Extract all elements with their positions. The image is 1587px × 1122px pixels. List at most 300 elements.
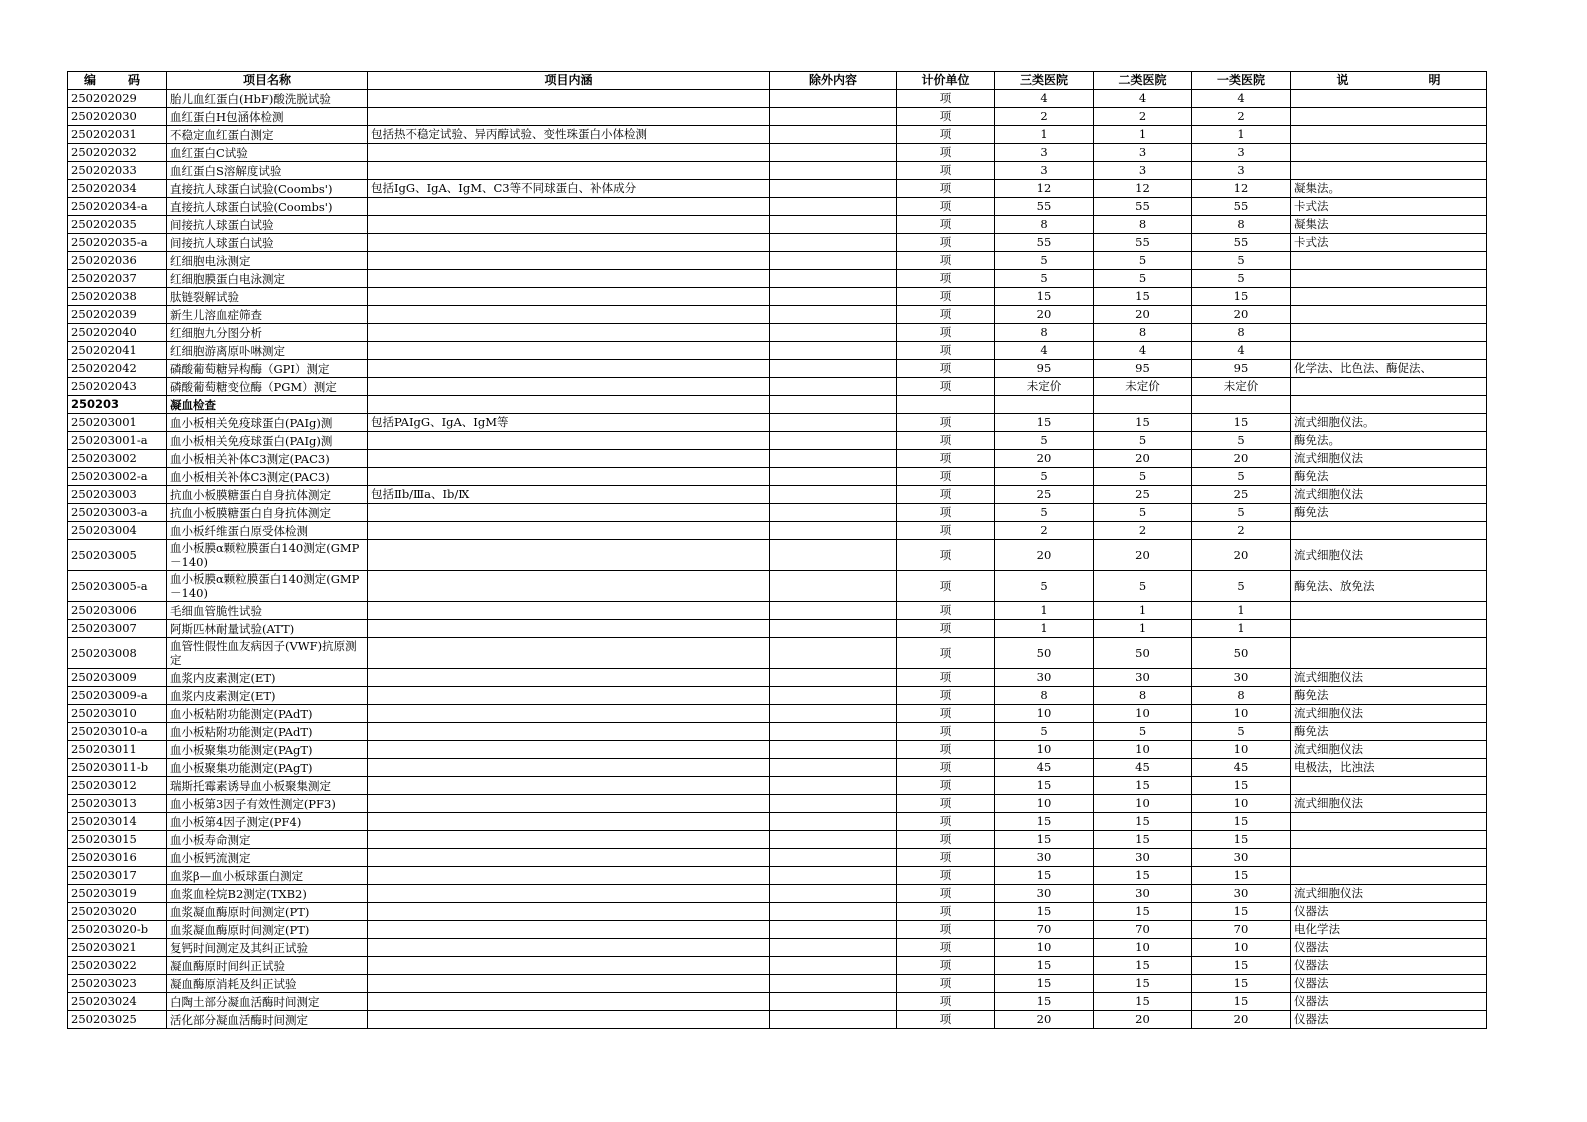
cell-note [1291, 306, 1487, 324]
table-row [68, 126, 1487, 144]
table-row [68, 620, 1487, 638]
cell-code: 250203005 [68, 540, 167, 571]
header-note [1291, 72, 1487, 90]
table-row [68, 777, 1487, 795]
cell-price-class1: 15 [1192, 993, 1291, 1011]
cell-unit: 项 [897, 270, 995, 288]
cell-note: 流式细胞仪法 [1291, 885, 1487, 903]
cell-content [368, 759, 770, 777]
cell-code: 250202042 [68, 360, 167, 378]
cell-price-class3: 5 [995, 468, 1094, 486]
cell-price-class1: 8 [1192, 324, 1291, 342]
cell-note: 酶免法 [1291, 468, 1487, 486]
cell-content [368, 867, 770, 885]
cell-price-class3: 30 [995, 669, 1094, 687]
cell-code: 250203022 [68, 957, 167, 975]
cell-note [1291, 144, 1487, 162]
cell-content [368, 306, 770, 324]
table-row [68, 144, 1487, 162]
cell-name: 白陶土部分凝血活酶时间测定 [167, 993, 368, 1011]
cell-price-class3: 未定价 [995, 378, 1094, 396]
cell-note [1291, 831, 1487, 849]
cell-unit: 项 [897, 450, 995, 468]
cell-price-class2: 20 [1094, 540, 1192, 571]
cell-unit: 项 [897, 342, 995, 360]
cell-price-class2: 30 [1094, 849, 1192, 867]
cell-price-class2: 5 [1094, 468, 1192, 486]
cell-content [368, 468, 770, 486]
cell-price-class2: 1 [1094, 620, 1192, 638]
cell-content [368, 450, 770, 468]
cell-unit: 项 [897, 867, 995, 885]
table-row [68, 504, 1487, 522]
cell-price-class2: 15 [1094, 288, 1192, 306]
cell-unit: 项 [897, 1011, 995, 1029]
cell-code: 250203012 [68, 777, 167, 795]
cell-price-class2: 20 [1094, 450, 1192, 468]
cell-unit: 项 [897, 504, 995, 522]
cell-note: 仪器法 [1291, 1011, 1487, 1029]
cell-content [368, 540, 770, 571]
cell-code: 250203006 [68, 602, 167, 620]
cell-content [368, 602, 770, 620]
cell-note: 酶免法 [1291, 504, 1487, 522]
cell-unit: 项 [897, 288, 995, 306]
cell-content [368, 903, 770, 921]
table-body [68, 90, 1487, 1029]
cell-exclude [770, 795, 897, 813]
cell-content [368, 504, 770, 522]
cell-price-class1: 未定价 [1192, 378, 1291, 396]
cell-price-class1: 25 [1192, 486, 1291, 504]
table-row [68, 108, 1487, 126]
table-row [68, 939, 1487, 957]
cell-content: 包括PAIgG、IgA、IgM等 [368, 414, 770, 432]
cell-code: 250203014 [68, 813, 167, 831]
cell-unit: 项 [897, 620, 995, 638]
cell-exclude [770, 723, 897, 741]
cell-code: 250202039 [68, 306, 167, 324]
cell-code: 250203010-a [68, 723, 167, 741]
cell-content [368, 687, 770, 705]
cell-content [368, 813, 770, 831]
cell-content [368, 571, 770, 602]
cell-name: 血小板第3因子有效性测定(PF3) [167, 795, 368, 813]
cell-price-class2: 20 [1094, 306, 1192, 324]
cell-unit: 项 [897, 795, 995, 813]
cell-note: 流式细胞仪法 [1291, 486, 1487, 504]
cell-unit: 项 [897, 759, 995, 777]
cell-unit: 项 [897, 468, 995, 486]
cell-unit: 项 [897, 921, 995, 939]
cell-name: 血小板膜α颗粒膜蛋白140测定(GMP－140) [167, 571, 368, 602]
cell-unit: 项 [897, 378, 995, 396]
cell-unit: 项 [897, 144, 995, 162]
cell-price-class1: 10 [1192, 705, 1291, 723]
table-row [68, 252, 1487, 270]
cell-unit [897, 396, 995, 414]
table-row [68, 903, 1487, 921]
cell-code: 250203019 [68, 885, 167, 903]
cell-name: 直接抗人球蛋白试验(Coombs') [167, 180, 368, 198]
cell-name: 凝血酶原时间纠正试验 [167, 957, 368, 975]
cell-note [1291, 324, 1487, 342]
cell-price-class1: 30 [1192, 885, 1291, 903]
cell-exclude [770, 975, 897, 993]
cell-note: 仪器法 [1291, 975, 1487, 993]
cell-note: 凝集法 [1291, 216, 1487, 234]
cell-code: 250202040 [68, 324, 167, 342]
cell-code: 250203020-b [68, 921, 167, 939]
cell-price-class2: 55 [1094, 198, 1192, 216]
cell-note: 电化学法 [1291, 921, 1487, 939]
cell-content [368, 162, 770, 180]
cell-price-class3: 45 [995, 759, 1094, 777]
cell-code: 250203002 [68, 450, 167, 468]
cell-content [368, 342, 770, 360]
header-class2: 二类医院 [1094, 72, 1192, 90]
cell-note [1291, 849, 1487, 867]
cell-code: 250203011 [68, 741, 167, 759]
cell-unit: 项 [897, 162, 995, 180]
header-note-b: 明 [1428, 73, 1441, 87]
cell-price-class3: 5 [995, 571, 1094, 602]
cell-code: 250203009 [68, 669, 167, 687]
table-row [68, 522, 1487, 540]
cell-content [368, 360, 770, 378]
cell-code: 250203015 [68, 831, 167, 849]
cell-price-class2: 10 [1094, 939, 1192, 957]
cell-code: 250202035-a [68, 234, 167, 252]
cell-price-class2: 8 [1094, 324, 1192, 342]
cell-exclude [770, 885, 897, 903]
cell-note [1291, 288, 1487, 306]
cell-name: 血小板聚集功能测定(PAgT) [167, 759, 368, 777]
cell-unit: 项 [897, 571, 995, 602]
cell-price-class2: 10 [1094, 705, 1192, 723]
cell-name: 间接抗人球蛋白试验 [167, 234, 368, 252]
cell-name: 血浆血栓烷B2测定(TXB2) [167, 885, 368, 903]
cell-content [368, 620, 770, 638]
header-content: 项目内涵 [368, 72, 770, 90]
cell-price-class2: 30 [1094, 885, 1192, 903]
cell-content [368, 885, 770, 903]
cell-name: 血浆凝血酶原时间测定(PT) [167, 903, 368, 921]
cell-note: 流式细胞仪法 [1291, 705, 1487, 723]
table-row [68, 602, 1487, 620]
table-row [68, 831, 1487, 849]
cell-price-class1: 5 [1192, 504, 1291, 522]
cell-price-class3: 12 [995, 180, 1094, 198]
cell-price-class1: 2 [1192, 108, 1291, 126]
cell-price-class1: 15 [1192, 867, 1291, 885]
cell-exclude [770, 993, 897, 1011]
cell-price-class3: 25 [995, 486, 1094, 504]
cell-note: 流式细胞仪法 [1291, 741, 1487, 759]
cell-price-class1 [1192, 396, 1291, 414]
cell-note: 仪器法 [1291, 993, 1487, 1011]
cell-unit: 项 [897, 602, 995, 620]
table-row [68, 669, 1487, 687]
cell-exclude [770, 414, 897, 432]
cell-price-class3: 20 [995, 306, 1094, 324]
cell-price-class1: 20 [1192, 540, 1291, 571]
cell-price-class3: 3 [995, 162, 1094, 180]
cell-note [1291, 270, 1487, 288]
cell-name: 血小板粘附功能测定(PAdT) [167, 705, 368, 723]
cell-code: 250202030 [68, 108, 167, 126]
cell-unit: 项 [897, 540, 995, 571]
cell-price-class2: 15 [1094, 993, 1192, 1011]
cell-price-class2: 70 [1094, 921, 1192, 939]
cell-exclude [770, 450, 897, 468]
cell-note [1291, 342, 1487, 360]
cell-name: 凝血检查 [167, 396, 368, 414]
cell-note: 流式细胞仪法 [1291, 669, 1487, 687]
cell-name: 阿斯匹林耐量试验(ATT) [167, 620, 368, 638]
cell-price-class1: 15 [1192, 813, 1291, 831]
cell-name: 血小板第4因子测定(PF4) [167, 813, 368, 831]
cell-content [368, 90, 770, 108]
cell-price-class2: 4 [1094, 342, 1192, 360]
cell-price-class2: 50 [1094, 638, 1192, 669]
table-row [68, 741, 1487, 759]
cell-price-class3: 5 [995, 252, 1094, 270]
cell-unit: 项 [897, 939, 995, 957]
cell-note: 凝集法。 [1291, 180, 1487, 198]
cell-price-class2: 20 [1094, 1011, 1192, 1029]
cell-price-class2: 15 [1094, 957, 1192, 975]
cell-name: 血红蛋白S溶解度试验 [167, 162, 368, 180]
cell-code: 250203009-a [68, 687, 167, 705]
cell-unit: 项 [897, 687, 995, 705]
cell-price-class1: 10 [1192, 939, 1291, 957]
cell-code: 250203005-a [68, 571, 167, 602]
table-row [68, 288, 1487, 306]
cell-name: 血红蛋白C试验 [167, 144, 368, 162]
cell-note: 流式细胞仪法 [1291, 450, 1487, 468]
cell-price-class1: 15 [1192, 957, 1291, 975]
cell-unit: 项 [897, 975, 995, 993]
table-row [68, 705, 1487, 723]
cell-name: 血浆内皮素测定(ET) [167, 669, 368, 687]
cell-name: 血浆β—血小板球蛋白测定 [167, 867, 368, 885]
cell-price-class1: 5 [1192, 252, 1291, 270]
cell-price-class1: 2 [1192, 522, 1291, 540]
cell-price-class2: 2 [1094, 522, 1192, 540]
cell-content [368, 216, 770, 234]
cell-price-class3: 95 [995, 360, 1094, 378]
cell-exclude [770, 108, 897, 126]
table-row [68, 468, 1487, 486]
cell-price-class3: 50 [995, 638, 1094, 669]
header-unit: 计价单位 [897, 72, 995, 90]
cell-price-class2: 5 [1094, 504, 1192, 522]
cell-price-class2: 15 [1094, 903, 1192, 921]
cell-price-class2: 3 [1094, 162, 1192, 180]
cell-code: 250202034 [68, 180, 167, 198]
cell-note [1291, 602, 1487, 620]
cell-code: 250202035 [68, 216, 167, 234]
cell-unit: 项 [897, 234, 995, 252]
cell-name: 血小板寿命测定 [167, 831, 368, 849]
cell-price-class1: 95 [1192, 360, 1291, 378]
cell-unit: 项 [897, 849, 995, 867]
cell-price-class2: 95 [1094, 360, 1192, 378]
cell-note [1291, 396, 1487, 414]
table-row [68, 216, 1487, 234]
cell-content [368, 993, 770, 1011]
cell-price-class1: 5 [1192, 468, 1291, 486]
cell-note [1291, 620, 1487, 638]
cell-code: 250203007 [68, 620, 167, 638]
cell-note [1291, 90, 1487, 108]
cell-price-class1: 12 [1192, 180, 1291, 198]
cell-code: 250203023 [68, 975, 167, 993]
table-row [68, 975, 1487, 993]
cell-price-class3: 1 [995, 620, 1094, 638]
cell-code: 250203003 [68, 486, 167, 504]
table-row [68, 450, 1487, 468]
cell-price-class2: 2 [1094, 108, 1192, 126]
cell-exclude [770, 571, 897, 602]
cell-content [368, 396, 770, 414]
cell-exclude [770, 921, 897, 939]
cell-price-class3: 4 [995, 90, 1094, 108]
cell-unit: 项 [897, 108, 995, 126]
cell-name: 血小板纤维蛋白原受体检测 [167, 522, 368, 540]
cell-content [368, 638, 770, 669]
cell-price-class3: 15 [995, 288, 1094, 306]
cell-price-class3: 5 [995, 432, 1094, 450]
cell-exclude [770, 432, 897, 450]
cell-name: 间接抗人球蛋白试验 [167, 216, 368, 234]
cell-unit: 项 [897, 486, 995, 504]
cell-name: 红细胞膜蛋白电泳测定 [167, 270, 368, 288]
cell-exclude [770, 504, 897, 522]
cell-exclude [770, 522, 897, 540]
table-row [68, 270, 1487, 288]
cell-content [368, 432, 770, 450]
cell-unit: 项 [897, 741, 995, 759]
cell-price-class3: 20 [995, 450, 1094, 468]
cell-content [368, 831, 770, 849]
cell-content [368, 849, 770, 867]
cell-exclude [770, 849, 897, 867]
cell-price-class3: 55 [995, 234, 1094, 252]
cell-price-class2: 55 [1094, 234, 1192, 252]
cell-price-class3: 15 [995, 813, 1094, 831]
cell-name: 胎儿血红蛋白(HbF)酸洗脱试验 [167, 90, 368, 108]
cell-note: 酶免法 [1291, 687, 1487, 705]
cell-name: 红细胞电泳测定 [167, 252, 368, 270]
cell-price-class1: 30 [1192, 849, 1291, 867]
cell-price-class1: 20 [1192, 306, 1291, 324]
cell-name: 血小板相关免疫球蛋白(PAIg)测 [167, 432, 368, 450]
cell-exclude [770, 813, 897, 831]
cell-price-class1: 15 [1192, 414, 1291, 432]
cell-code: 250203017 [68, 867, 167, 885]
cell-content [368, 270, 770, 288]
cell-note: 仪器法 [1291, 903, 1487, 921]
cell-price-class3: 70 [995, 921, 1094, 939]
cell-price-class1: 20 [1192, 1011, 1291, 1029]
cell-unit: 项 [897, 198, 995, 216]
cell-unit: 项 [897, 723, 995, 741]
header-exclude: 除外内容 [770, 72, 897, 90]
cell-price-class2 [1094, 396, 1192, 414]
cell-note: 仪器法 [1291, 957, 1487, 975]
cell-code: 250202029 [68, 90, 167, 108]
cell-content [368, 777, 770, 795]
cell-exclude [770, 1011, 897, 1029]
cell-price-class1: 15 [1192, 903, 1291, 921]
cell-name: 血小板粘附功能测定(PAdT) [167, 723, 368, 741]
cell-name: 红细胞九分图分析 [167, 324, 368, 342]
cell-exclude [770, 396, 897, 414]
table-row [68, 687, 1487, 705]
cell-price-class1: 55 [1192, 198, 1291, 216]
table-row [68, 360, 1487, 378]
table-row [68, 198, 1487, 216]
cell-name: 新生儿溶血症筛查 [167, 306, 368, 324]
cell-price-class1: 3 [1192, 144, 1291, 162]
table-row [68, 180, 1487, 198]
cell-price-class3: 4 [995, 342, 1094, 360]
cell-code: 250202032 [68, 144, 167, 162]
table-row [68, 234, 1487, 252]
cell-content [368, 939, 770, 957]
cell-note [1291, 522, 1487, 540]
cell-name: 不稳定血红蛋白测定 [167, 126, 368, 144]
cell-exclude [770, 342, 897, 360]
cell-price-class1: 45 [1192, 759, 1291, 777]
table-row [68, 813, 1487, 831]
cell-note [1291, 108, 1487, 126]
cell-name: 肽链裂解试验 [167, 288, 368, 306]
cell-code: 250202037 [68, 270, 167, 288]
cell-unit: 项 [897, 903, 995, 921]
cell-unit: 项 [897, 180, 995, 198]
cell-price-class1: 4 [1192, 90, 1291, 108]
cell-price-class2: 10 [1094, 741, 1192, 759]
cell-exclude [770, 705, 897, 723]
cell-code: 250203021 [68, 939, 167, 957]
header-name: 项目名称 [167, 72, 368, 90]
cell-name: 血小板聚集功能测定(PAgT) [167, 741, 368, 759]
cell-unit: 项 [897, 993, 995, 1011]
cell-price-class3: 30 [995, 885, 1094, 903]
cell-exclude [770, 90, 897, 108]
cell-code: 250203002-a [68, 468, 167, 486]
cell-exclude [770, 638, 897, 669]
table-row [68, 638, 1487, 669]
cell-exclude [770, 288, 897, 306]
cell-code: 250203010 [68, 705, 167, 723]
cell-price-class3: 3 [995, 144, 1094, 162]
cell-content [368, 723, 770, 741]
cell-price-class2: 15 [1094, 777, 1192, 795]
cell-exclude [770, 468, 897, 486]
table-row [68, 486, 1487, 504]
cell-price-class3: 8 [995, 216, 1094, 234]
cell-unit: 项 [897, 522, 995, 540]
cell-price-class2: 5 [1094, 571, 1192, 602]
cell-note: 卡式法 [1291, 198, 1487, 216]
cell-unit: 项 [897, 831, 995, 849]
cell-price-class2: 4 [1094, 90, 1192, 108]
cell-price-class2: 8 [1094, 687, 1192, 705]
